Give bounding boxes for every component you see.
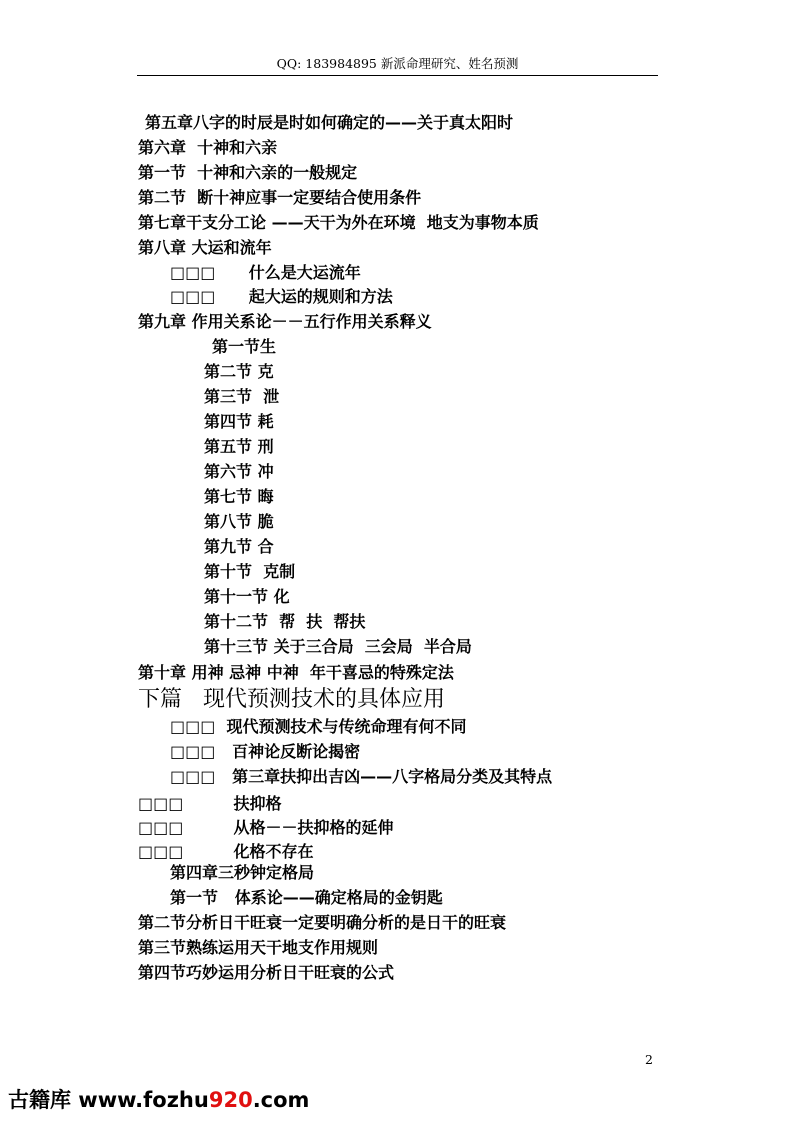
- toc-line: 第四节 耗: [204, 412, 274, 431]
- toc-line: 第十章 用神 忌神 中神 年干喜忌的特殊定法: [138, 663, 454, 682]
- toc-line: 第九节 合: [204, 537, 274, 556]
- watermark-highlight: 920: [208, 1088, 253, 1112]
- toc-line: 第二节 克: [204, 362, 274, 381]
- part-heading: 下篇 现代预测技术的具体应用: [138, 687, 445, 712]
- toc-line: 第十一节 化: [204, 587, 290, 606]
- toc-line: □□□ 第三章扶抑出吉凶——八字格局分类及其特点: [170, 767, 553, 786]
- toc-line: 第九章 作用关系论－－五行作用关系释义: [138, 312, 432, 331]
- toc-line: □□□ 什么是大运流年: [170, 263, 361, 282]
- toc-line: 第三节 泄: [204, 387, 280, 406]
- toc-line: 第十三节 关于三合局 三会局 半合局: [204, 637, 472, 656]
- watermark: [8, 1087, 309, 1113]
- toc-line: 第三节熟练运用天干地支作用规则: [138, 938, 379, 957]
- toc-line: □□□ 百神论反断论揭密: [170, 742, 361, 761]
- watermark-suffix: .com: [252, 1088, 310, 1112]
- watermark-prefix: 古籍库 www.fozhu: [8, 1088, 209, 1112]
- toc-line: 第一节生: [212, 337, 277, 356]
- header-rule: [137, 75, 658, 76]
- toc-line: 第五节 刑: [204, 437, 274, 456]
- toc-line: 第七章干支分工论 ——天干为外在环境 地支为事物本质: [138, 213, 539, 232]
- toc-line: 第二节分析日干旺衰一定要明确分析的是日干的旺衰: [138, 913, 507, 932]
- toc-line: 第一节 体系论——确定格局的金钥匙: [170, 888, 443, 907]
- toc-line: 第六章 十神和六亲: [138, 138, 278, 157]
- toc-line: □□□ 化格不存在: [138, 842, 314, 861]
- toc-line: □□□ 起大运的规则和方法: [170, 287, 393, 306]
- toc-line: □□□ 从格－－扶抑格的延伸: [138, 818, 394, 837]
- page-header: QQ: 183984895 新派命理研究、姓名预测: [276, 56, 519, 71]
- toc-line: 第一节 十神和六亲的一般规定: [138, 163, 358, 182]
- toc-line: 第四节巧妙运用分析日干旺衰的公式: [138, 963, 395, 982]
- toc-line: 第五章八字的时辰是时如何确定的——关于真太阳时: [145, 113, 514, 132]
- toc-line: 第四章三秒钟定格局: [170, 863, 315, 882]
- page-number: 2: [645, 1052, 653, 1067]
- toc-line: 第十二节 帮 扶 帮扶: [204, 612, 366, 631]
- toc-line: □□□ 扶抑格: [138, 794, 282, 813]
- toc-line: 第二节 断十神应事一定要结合使用条件: [138, 188, 422, 207]
- toc-line: □□□ 现代预测技术与传统命理有何不同: [170, 717, 467, 736]
- toc-line: 第八节 脆: [204, 512, 274, 531]
- toc-line: 第七节 晦: [204, 487, 274, 506]
- toc-line: 第八章 大运和流年: [138, 238, 272, 257]
- toc-line: 第六节 冲: [204, 462, 274, 481]
- toc-line: 第十节 克制: [204, 562, 296, 581]
